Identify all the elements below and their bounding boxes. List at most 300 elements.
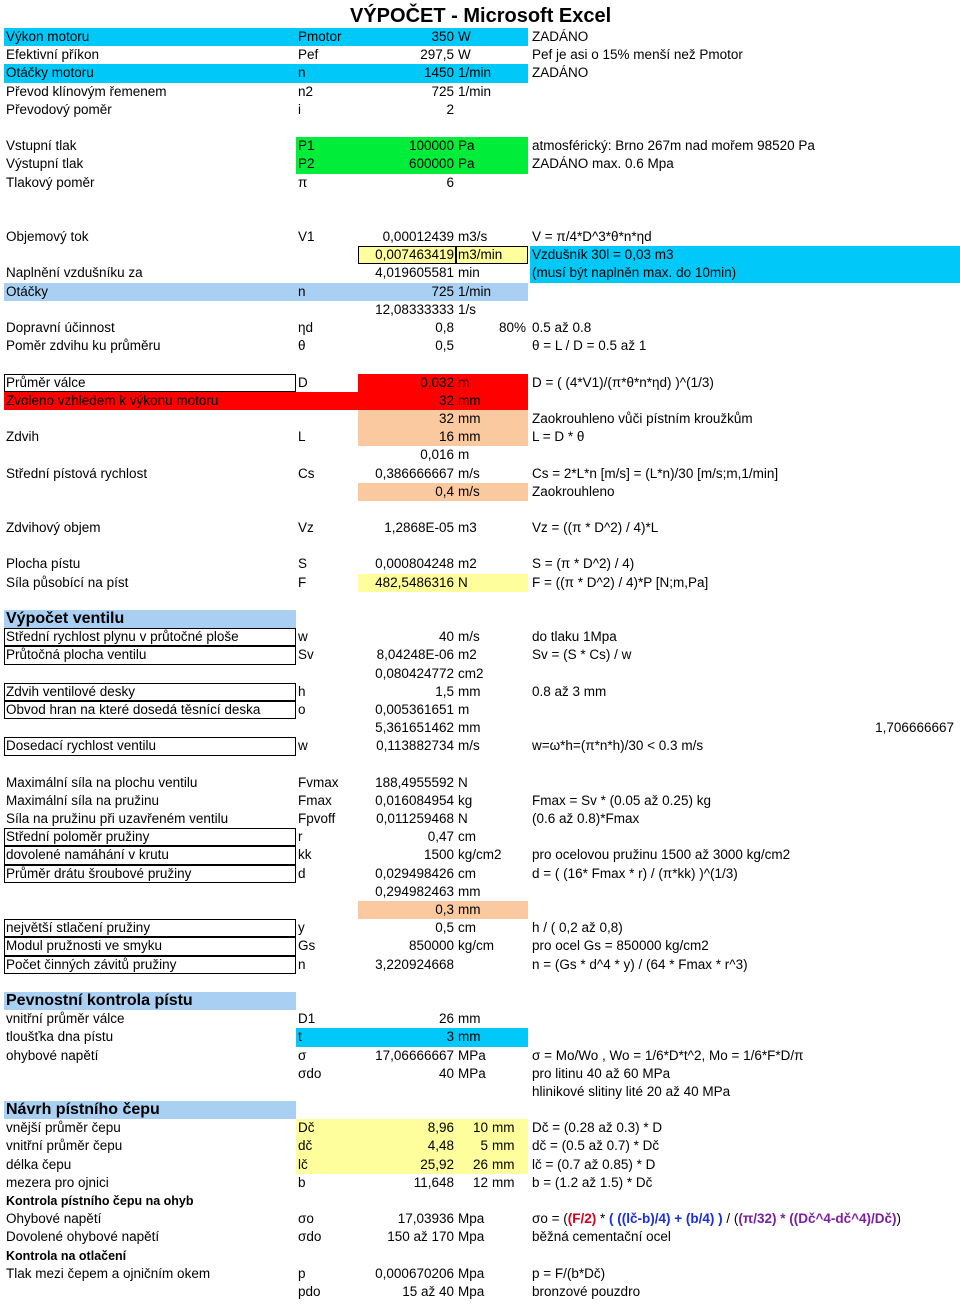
value-cell[interactable]: 1,5	[435, 683, 454, 699]
sheet-row	[0, 810, 960, 828]
section-heading[interactable]: Výpočet ventilu	[4, 610, 296, 628]
symbol-cell[interactable]: h	[298, 683, 306, 699]
row-label[interactable]: Tlak mezi čepem a ojničním okem	[6, 1265, 211, 1281]
symbol-cell[interactable]: L	[298, 429, 306, 445]
row-label[interactable]: Zdvihový objem	[6, 520, 101, 536]
note-cell[interactable]: lč = (0.7 až 0.85) * D	[532, 1156, 656, 1172]
rounded-value-cell[interactable]: 5	[456, 1137, 490, 1155]
note-cell[interactable]: hlinikové slitiny lité 20 až 40 MPa	[532, 1083, 731, 1099]
value-cell[interactable]: 0,029498426	[375, 865, 454, 881]
sheet-row	[0, 792, 960, 810]
symbol-cell[interactable]: p	[298, 1265, 306, 1281]
value-cell[interactable]: 2	[446, 101, 454, 117]
row-label[interactable]: Zdvih ventilové desky	[4, 683, 296, 701]
value-cell[interactable]: 0,47	[427, 829, 454, 845]
row-label[interactable]: Převodový poměr	[6, 101, 112, 117]
value-cell[interactable]: 11,648	[413, 1174, 454, 1190]
formula-part: (π/32) * ((Dč^4-dč^4)/Dč)	[738, 1211, 897, 1227]
symbol-cell[interactable]: kk	[298, 847, 312, 863]
row-label[interactable]: Ohybové napětí	[6, 1211, 102, 1227]
symbol-cell[interactable]: o	[298, 701, 306, 717]
value-cell[interactable]: 3,220924668	[375, 956, 454, 972]
row-label[interactable]: Průtočná plocha ventilu	[4, 646, 296, 664]
symbol-cell[interactable]: Pef	[298, 47, 319, 63]
unit-cell[interactable]: m3/s	[458, 229, 488, 245]
unit-cell[interactable]: mm	[456, 410, 528, 428]
value-cell[interactable]: 1500	[423, 847, 454, 863]
unit-cell[interactable]: N	[458, 774, 468, 790]
unit-cell[interactable]: 1/s	[458, 301, 477, 317]
value-cell[interactable]: 15 až 40	[402, 1283, 454, 1299]
value-cell[interactable]: 0,011259468	[376, 811, 454, 827]
value-cell[interactable]: 8,96	[358, 1119, 456, 1137]
far-value-cell[interactable]: 1,706666667	[875, 720, 954, 736]
value-cell[interactable]: 350	[358, 28, 456, 46]
row-label[interactable]: Síla působící na píst	[6, 574, 129, 590]
note-cell[interactable]: 0.5 až 0.8	[532, 320, 592, 335]
row-label[interactable]: tloušťka dna pístu	[6, 1029, 114, 1045]
unit-cell[interactable]: m	[458, 701, 470, 717]
sheet-row	[0, 392, 960, 410]
value-cell[interactable]: 1,2868E-05	[384, 520, 454, 536]
symbol-cell[interactable]: n2	[298, 83, 314, 99]
sheet-row	[0, 1210, 960, 1228]
row-label[interactable]: dovolené namáhání v krutu	[4, 846, 296, 864]
sheet-row	[0, 974, 960, 992]
unit-cell[interactable]: 1/min	[456, 64, 528, 82]
row-label[interactable]: Dosedací rychlost ventilu	[4, 737, 296, 755]
value-cell[interactable]: 0,294982463	[375, 883, 454, 899]
sheet-row	[0, 465, 960, 483]
value-cell[interactable]: 0,113882734	[376, 738, 454, 754]
unit-cell[interactable]: mm	[490, 1156, 528, 1174]
subsection-heading[interactable]: Kontrola na otlačení	[6, 1248, 127, 1263]
unit-cell[interactable]: Mpa	[458, 1265, 485, 1281]
sheet-row	[0, 1028, 960, 1046]
unit-cell[interactable]: m/s	[456, 483, 528, 501]
unit-cell[interactable]: mm	[456, 428, 528, 446]
note-cell[interactable]: F = ((π * D^2) / 4)*P [N;m,Pa]	[532, 574, 709, 590]
note-cell[interactable]: běžná cementační ocel	[532, 1229, 671, 1245]
value-cell[interactable]: 32	[358, 410, 456, 428]
row-label[interactable]: Modul pružnosti ve smyku	[4, 937, 296, 955]
rounded-value-cell[interactable]: 12	[472, 1174, 488, 1190]
row-label[interactable]: Maximální síla na plochu ventilu	[6, 774, 198, 790]
sheet-row	[0, 1047, 960, 1065]
value-cell[interactable]: 0,00012439	[382, 229, 454, 245]
value-cell[interactable]: 32	[358, 392, 456, 410]
symbol-cell[interactable]: ηd	[298, 320, 314, 335]
row-label[interactable]: Síla na pružinu při uzavřeném ventilu	[6, 811, 229, 827]
unit-cell[interactable]: N	[458, 811, 468, 827]
value-cell[interactable]: 0,005361651	[375, 701, 454, 717]
symbol-cell[interactable]: dč	[296, 1137, 358, 1155]
symbol-cell[interactable]: σdo	[298, 1229, 322, 1245]
unit-cell[interactable]: mm	[456, 392, 528, 410]
value-cell[interactable]: 600000	[358, 155, 456, 173]
sheet-row	[0, 956, 960, 974]
value-cell[interactable]: 26	[438, 1011, 454, 1027]
sheet-row	[0, 1010, 960, 1028]
value-cell[interactable]: 25,92	[358, 1156, 456, 1174]
value-cell[interactable]: 6	[446, 174, 454, 190]
note-cell[interactable]: n = (Gs * d^4 * y) / (64 * Fmax * r^3)	[532, 956, 748, 972]
sheet-row	[0, 137, 960, 155]
row-label[interactable]: Obvod hran na které dosedá těsnící deska	[4, 701, 296, 719]
note-cell[interactable]: d = ( (16* Fmax * r) / (π*kk) )^(1/3)	[532, 865, 738, 881]
value-cell[interactable]: 725	[358, 283, 456, 301]
row-label[interactable]: Dovolené ohybové napětí	[6, 1229, 160, 1245]
symbol-cell[interactable]: P2	[296, 155, 358, 173]
note-cell[interactable]: Pef je asi o 15% menší než Pmotor	[532, 47, 743, 63]
value-cell[interactable]: 150 až 170	[387, 1229, 454, 1245]
row-label[interactable]: ohybové napětí	[6, 1047, 99, 1063]
symbol-cell[interactable]: σo	[298, 1211, 314, 1227]
unit-cell[interactable]: m	[458, 447, 470, 463]
unit-cell[interactable]: mm	[456, 901, 528, 919]
note-cell[interactable]: (musí být naplněn max. do 10min)	[530, 264, 960, 282]
unit-cell[interactable]: m/s	[458, 738, 480, 754]
sheet-row	[0, 483, 960, 501]
symbol-cell[interactable]: n	[296, 283, 358, 301]
note-cell[interactable]: Vzdušník 30l = 0,03 m3	[530, 246, 960, 264]
symbol-cell[interactable]: y	[298, 920, 305, 936]
value-cell[interactable]: 17,06666667	[375, 1047, 454, 1063]
row-label[interactable]: Otáčky motoru	[4, 64, 296, 82]
sheet-row	[0, 283, 960, 301]
symbol-cell[interactable]: π	[298, 174, 308, 190]
unit-cell[interactable]: Mpa	[458, 1211, 485, 1227]
sheet-row	[0, 119, 960, 137]
note-cell[interactable]: do tlaku 1Mpa	[532, 629, 617, 645]
value-cell[interactable]: 297,5	[420, 47, 454, 63]
symbol-cell[interactable]: σdo	[298, 1065, 322, 1081]
unit-cell[interactable]: mm	[456, 1028, 528, 1046]
sheet-row	[0, 846, 960, 864]
note-cell[interactable]: D = ( (4*V1)/(π*θ*n*ηd) )^(1/3)	[532, 374, 714, 390]
note-cell[interactable]: pro ocel Gs = 850000 kg/cm2	[532, 938, 709, 954]
row-label[interactable]: Zdvih	[6, 429, 40, 445]
unit-cell[interactable]: m2	[458, 556, 477, 572]
unit-cell[interactable]: cm2	[458, 665, 484, 681]
value-cell[interactable]: 188,4955592	[375, 774, 454, 790]
note-cell[interactable]: Zaokrouhleno	[532, 483, 615, 499]
symbol-cell[interactable]: F	[298, 574, 307, 590]
unit-cell[interactable]: MPa	[458, 1065, 486, 1081]
symbol-cell[interactable]	[296, 392, 358, 410]
unit-cell[interactable]: m2	[458, 647, 477, 663]
symbol-cell[interactable]: Pmotor	[296, 28, 358, 46]
value-cell[interactable]: 0,016	[420, 447, 454, 463]
unit-cell[interactable]: cm	[458, 865, 476, 881]
row-label[interactable]: Průměr válce	[4, 374, 296, 392]
note-cell[interactable]: 0.8 až 3 mm	[532, 683, 607, 699]
sheet-row	[0, 719, 960, 737]
symbol-cell[interactable]: w	[298, 738, 308, 754]
value-cell[interactable]: 12,08333333	[375, 301, 454, 317]
row-label[interactable]: Dopravní účinnost	[6, 320, 115, 335]
value-cell[interactable]: 0,8	[435, 320, 454, 335]
value-cell[interactable]: 0,000670206	[375, 1265, 454, 1281]
unit-cell[interactable]: W	[458, 47, 471, 63]
sheet-row	[0, 446, 960, 464]
row-label[interactable]: Střední poloměr pružiny	[4, 828, 296, 846]
row-label[interactable]: Střední rychlost plynu v průtočné ploše	[4, 628, 296, 646]
note-cell[interactable]: pro litinu 40 až 60 MPa	[532, 1065, 671, 1081]
symbol-cell[interactable]: pdo	[298, 1283, 321, 1299]
sheet-row	[0, 610, 960, 628]
value-cell[interactable]: 850000	[408, 938, 454, 954]
row-label[interactable]: největší stlačení pružiny	[4, 919, 296, 937]
unit-cell[interactable]: m/s	[458, 465, 480, 481]
unit-cell[interactable]: W	[456, 28, 528, 46]
sheet-row	[0, 337, 960, 355]
row-label[interactable]: vnitřní průměr válce	[6, 1011, 125, 1027]
symbol-cell[interactable]: Cs	[298, 465, 315, 481]
row-label[interactable]: Průměr drátu šroubové pružiny	[4, 865, 296, 883]
sheet-row	[0, 1174, 960, 1192]
unit-cell[interactable]: mm	[458, 883, 481, 899]
sheet-row	[0, 592, 960, 610]
row-label[interactable]: Objemový tok	[6, 229, 89, 245]
note-cell[interactable]: σ = Mo/Wo , Wo = 1/6*D*t^2, Mo = 1/6*F*D/π	[532, 1047, 804, 1063]
value-cell[interactable]: 0,5	[435, 920, 454, 936]
sheet-row	[0, 883, 960, 901]
unit-cell[interactable]: N	[456, 574, 528, 592]
symbol-cell[interactable]: t	[296, 1028, 358, 1046]
symbol-cell[interactable]: Vz	[298, 520, 314, 536]
symbol-cell[interactable]: Fpvoff	[298, 811, 336, 827]
symbol-cell[interactable]: w	[298, 629, 308, 645]
note-cell[interactable]: Cs = 2*L*n [m/s] = (L*n)/30 [m/s;m,1/min]	[532, 465, 779, 481]
note-cell[interactable]: S = (π * D^2) / 4)	[532, 556, 635, 572]
formula-part: )	[896, 1211, 902, 1227]
value-cell[interactable]: 17,03936	[397, 1211, 454, 1227]
row-label[interactable]: Tlakový poměr	[6, 174, 95, 190]
sheet-row	[0, 210, 960, 228]
symbol-cell[interactable]: Dč	[296, 1119, 358, 1137]
unit-cell[interactable]: mm	[490, 1119, 528, 1137]
value-cell[interactable]: 8,04248E-06	[376, 647, 454, 663]
value-cell[interactable]: 0,007463419	[358, 246, 456, 264]
note-cell[interactable]: V = π/4*D^3*θ*n*ηd	[532, 229, 652, 245]
percent-cell[interactable]: 80%	[498, 320, 526, 335]
value-cell[interactable]: 0,080424772	[375, 665, 454, 681]
row-label[interactable]: délka čepu	[6, 1156, 72, 1172]
value-cell[interactable]: 100000	[358, 137, 456, 155]
unit-cell[interactable]: m/s	[458, 629, 480, 645]
unit-cell[interactable]: mm	[492, 1174, 515, 1190]
formula-cell[interactable]	[530, 1210, 960, 1228]
note-cell[interactable]: atmosférický: Brno 267m nad mořem 98520 Pa	[532, 138, 815, 154]
unit-cell[interactable]: Mpa	[458, 1283, 485, 1299]
note-cell[interactable]: h / ( 0,2 až 0,8)	[532, 920, 623, 936]
sheet-row	[0, 374, 960, 392]
symbol-cell[interactable]: n	[296, 64, 358, 82]
sheet-row	[0, 1156, 960, 1174]
sheet-row	[0, 828, 960, 846]
section-heading[interactable]: Pevnostní kontrola pístu	[4, 992, 296, 1010]
row-label[interactable]: mezera pro ojnici	[6, 1174, 109, 1190]
sheet-row	[0, 46, 960, 64]
unit-cell[interactable]: mm	[458, 683, 481, 699]
value-cell[interactable]: 725	[431, 83, 454, 99]
value-cell[interactable]: 40	[438, 1065, 454, 1081]
note-cell[interactable]: Zaokrouhleno vůči pístním kroužkům	[532, 410, 753, 426]
note-cell[interactable]: θ = L / D = 0.5 až 1	[532, 338, 647, 354]
value-cell[interactable]: 16	[358, 428, 456, 446]
spreadsheet-grid[interactable]	[0, 28, 960, 1301]
sheet-row	[0, 246, 960, 264]
row-label[interactable]: Maximální síla na pružinu	[6, 792, 160, 808]
sheet-row	[0, 83, 960, 101]
value-cell[interactable]: 482,5486316	[358, 574, 456, 592]
note-cell[interactable]: (0.6 až 0.8)*Fmax	[532, 811, 640, 827]
note-cell[interactable]: Vz = ((π * D^2) / 4)*L	[532, 520, 659, 536]
value-cell[interactable]: 4,48	[358, 1137, 456, 1155]
unit-cell[interactable]: m3	[458, 520, 477, 536]
unit-cell[interactable]: 1/min	[458, 83, 492, 99]
unit-cell[interactable]: MPa	[458, 1047, 486, 1063]
value-cell[interactable]: 0,5	[435, 338, 454, 354]
note-cell[interactable]: Sv = (S * Cs) / w	[532, 647, 632, 663]
unit-cell[interactable]: m	[456, 374, 528, 392]
row-label[interactable]: Otáčky	[4, 283, 296, 301]
value-cell[interactable]: 0,3	[358, 901, 456, 919]
unit-cell[interactable]: kg/cm2	[458, 847, 502, 863]
symbol-cell[interactable]: Fvmax	[298, 774, 339, 790]
sheet-row	[0, 701, 960, 719]
note-cell[interactable]: ZADÁNO	[532, 65, 589, 81]
subsection-heading[interactable]: Kontrola pístního čepu na ohyb	[6, 1194, 194, 1208]
row-label[interactable]: Efektivní příkon	[6, 47, 100, 63]
unit-cell[interactable]: 1/min	[456, 283, 528, 301]
sheet-row	[0, 865, 960, 883]
value-cell[interactable]: 0,386666667	[375, 465, 454, 481]
formula-part: ( ((lč-b)/4) + (b/4) )	[609, 1211, 723, 1227]
row-label[interactable]: Počet činných závitů pružiny	[4, 956, 296, 974]
section-heading[interactable]: Návrh pístního čepu	[4, 1101, 296, 1119]
row-label[interactable]: Výstupní tlak	[6, 156, 84, 172]
rounded-value-cell[interactable]: 10	[456, 1119, 490, 1137]
value-cell[interactable]: 0,4	[358, 483, 456, 501]
symbol-cell[interactable]: n	[298, 956, 306, 972]
row-label[interactable]: Převod klínovým řemenem	[6, 83, 167, 99]
unit-cell[interactable]: m3/min	[456, 246, 528, 264]
value-cell[interactable]: 0,016084954	[375, 792, 454, 808]
value-cell[interactable]: 3	[358, 1028, 456, 1046]
row-label[interactable]: Poměr zdvihu ku průměru	[6, 338, 161, 354]
note-cell[interactable]: pro ocelovou pružinu 1500 až 3000 kg/cm2	[532, 847, 791, 863]
sheet-row	[0, 1247, 960, 1265]
symbol-cell[interactable]: i	[298, 101, 301, 117]
note-cell[interactable]: L = D * θ	[532, 429, 585, 445]
note-cell[interactable]: ZADÁNO max. 0.6 Mpa	[532, 156, 674, 172]
symbol-cell[interactable]: Gs	[298, 938, 316, 954]
sheet-row	[0, 1119, 960, 1137]
sheet-row	[0, 937, 960, 955]
formula-part: (F/2)	[567, 1211, 597, 1227]
unit-cell[interactable]: kg	[458, 792, 473, 808]
row-label[interactable]: Plocha pístu	[6, 556, 81, 572]
sheet-row	[0, 64, 960, 82]
sheet-row	[0, 628, 960, 646]
sheet-row	[0, 1265, 960, 1283]
sheet-row	[0, 683, 960, 701]
unit-cell[interactable]: min	[458, 265, 480, 281]
symbol-cell[interactable]: b	[298, 1174, 306, 1190]
note-cell[interactable]: bronzové pouzdro	[532, 1283, 641, 1299]
unit-cell[interactable]: mm	[490, 1137, 528, 1155]
sheet-row	[0, 228, 960, 246]
note-cell[interactable]: Fmax = Sv * (0.05 až 0.25) kg	[532, 792, 711, 808]
sheet-row	[0, 319, 960, 337]
sheet-row	[0, 519, 960, 537]
row-label[interactable]: Výkon motoru	[4, 28, 296, 46]
unit-cell[interactable]: cm	[458, 829, 476, 845]
symbol-cell[interactable]: σ	[298, 1047, 307, 1063]
symbol-cell[interactable]: D	[298, 374, 308, 390]
window-title: VÝPOČET - Microsoft Excel	[350, 5, 612, 27]
symbol-cell[interactable]: lč	[296, 1156, 358, 1174]
symbol-cell[interactable]: θ	[298, 338, 306, 354]
unit-cell[interactable]: mm	[458, 1011, 481, 1027]
symbol-cell[interactable]: V1	[298, 229, 315, 245]
row-label[interactable]: Naplnění vzdušníku za	[6, 265, 143, 281]
rounded-value-cell[interactable]: 26	[456, 1156, 490, 1174]
note-cell[interactable]: b = (1.2 až 1.5) * Dč	[532, 1174, 653, 1190]
sheet-row	[0, 101, 960, 119]
unit-cell[interactable]: kg/cm	[458, 938, 495, 954]
sheet-row	[0, 1065, 960, 1083]
symbol-cell[interactable]: d	[298, 865, 306, 881]
symbol-cell[interactable]: r	[298, 829, 303, 845]
row-label[interactable]: vnější průměr čepu	[6, 1120, 121, 1136]
sheet-row	[0, 28, 960, 46]
symbol-cell[interactable]: D1	[298, 1011, 316, 1027]
sheet-row	[0, 301, 960, 319]
symbol-cell[interactable]: P1	[296, 137, 358, 155]
symbol-cell[interactable]: Sv	[298, 647, 314, 663]
unit-cell[interactable]: Pa	[456, 137, 528, 155]
row-label[interactable]: Zvoleno vzhledem k výkonu motoru	[4, 392, 296, 410]
unit-cell[interactable]: mm	[458, 720, 481, 736]
sheet-row	[0, 1228, 960, 1246]
sheet-row	[0, 919, 960, 937]
symbol-cell[interactable]: Fmax	[298, 792, 332, 808]
value-cell[interactable]: 0,032	[358, 374, 456, 392]
note-cell[interactable]: p = F/(b*Dč)	[532, 1265, 606, 1281]
row-label[interactable]: vnitřní průměr čepu	[6, 1138, 123, 1154]
note-cell[interactable]: w=ω*h=(π*n*h)/30 < 0.3 m/s	[532, 738, 704, 754]
value-cell[interactable]: 5,361651462	[375, 720, 454, 736]
sheet-row	[0, 192, 960, 210]
value-cell[interactable]: 0,000804248	[375, 556, 454, 572]
unit-cell[interactable]: Mpa	[458, 1229, 485, 1245]
row-label[interactable]: Střední pístová rychlost	[6, 465, 148, 481]
unit-cell[interactable]: cm	[458, 920, 476, 936]
note-cell[interactable]: dč = (0.5 až 0.7) * Dč	[532, 1138, 660, 1154]
symbol-cell[interactable]: S	[298, 556, 308, 572]
sheet-row	[0, 756, 960, 774]
value-cell[interactable]: 4,019605581	[375, 265, 454, 281]
unit-cell[interactable]: Pa	[456, 155, 528, 173]
note-cell[interactable]: Dč = (0.28 až 0.3) * D	[532, 1120, 663, 1136]
row-label[interactable]: Vstupní tlak	[6, 138, 77, 154]
value-cell[interactable]: 1450	[358, 64, 456, 82]
value-cell[interactable]: 40	[438, 629, 454, 645]
note-cell[interactable]: ZADÁNO	[532, 29, 589, 44]
